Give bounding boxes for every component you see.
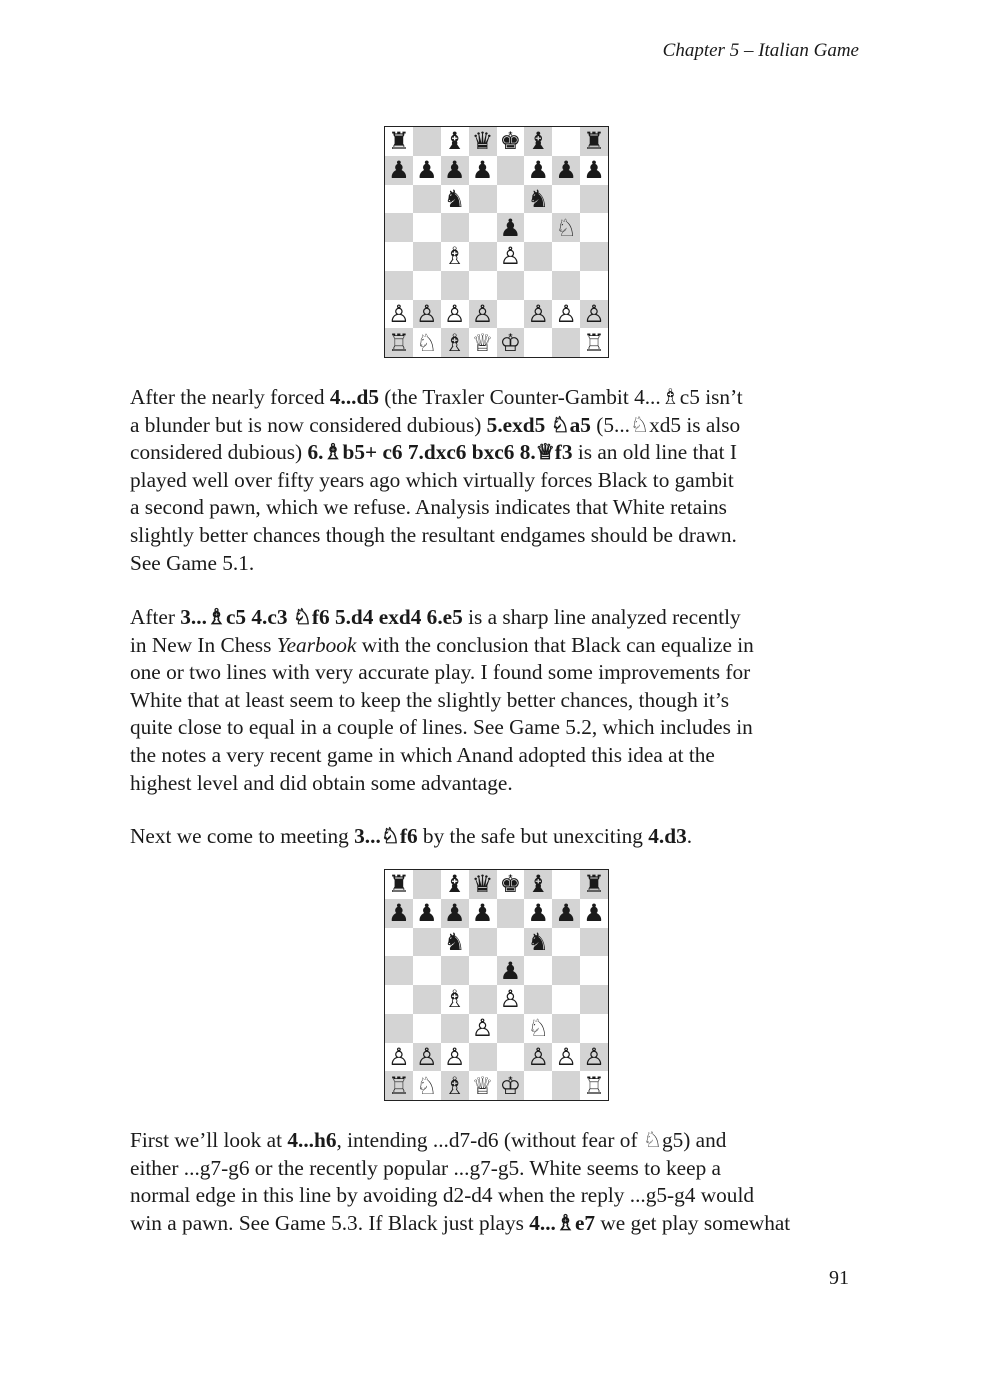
text-run: normal edge in this line by avoiding d2-d4 when the reply ...g5-g4 would — [130, 1183, 755, 1208]
square-e7 — [497, 899, 525, 928]
square-h6 — [580, 185, 608, 214]
text-run: Next we come to meeting — [130, 824, 355, 848]
square-e4: ♙ — [497, 985, 525, 1014]
square-e8: ♚ — [497, 127, 525, 156]
text-run: the notes a very recent game in which Anand adopted this idea at the — [130, 742, 715, 767]
square-c4: ♗ — [441, 242, 469, 271]
text-run: win a pawn. See Game 5.3. If Black just plays — [130, 1210, 530, 1235]
square-e1: ♔ — [497, 1071, 525, 1100]
square-b5 — [413, 956, 441, 985]
square-e3 — [497, 1014, 525, 1043]
square-f7: ♟ — [524, 156, 552, 185]
square-b7: ♟ — [413, 156, 441, 185]
text-run: a blunder but is now considered dubious) — [130, 412, 487, 437]
square-g3 — [552, 271, 580, 300]
square-f6: ♞ — [524, 185, 552, 214]
square-a8: ♜ — [385, 127, 413, 156]
square-e1: ♔ — [497, 328, 525, 357]
square-a4 — [385, 985, 413, 1014]
square-e6 — [497, 928, 525, 957]
square-d3: ♙ — [469, 1014, 497, 1043]
square-c6: ♞ — [441, 928, 469, 957]
square-b8 — [413, 870, 441, 899]
text-run: After the nearly forced — [130, 385, 330, 409]
text-line — [130, 550, 870, 578]
square-h6 — [580, 928, 608, 957]
square-a2: ♙ — [385, 300, 413, 329]
text-line — [130, 1210, 870, 1238]
text-run: (the Traxler Counter-Gambit 4...♗c5 isn’t — [378, 385, 743, 409]
square-d6 — [469, 185, 497, 214]
text-line — [130, 659, 870, 687]
paragraph-h6-line — [130, 1127, 870, 1237]
square-c2: ♙ — [441, 1043, 469, 1072]
square-c6: ♞ — [441, 185, 469, 214]
square-a3 — [385, 271, 413, 300]
square-d4 — [469, 985, 497, 1014]
square-f4 — [524, 985, 552, 1014]
square-c5 — [441, 213, 469, 242]
square-d7: ♟ — [469, 156, 497, 185]
square-b2: ♙ — [413, 1043, 441, 1072]
running-header: Chapter 5 – Italian Game — [662, 40, 859, 61]
square-f2: ♙ — [524, 300, 552, 329]
paragraph-two-knights — [130, 823, 870, 851]
square-c3 — [441, 271, 469, 300]
square-e2 — [497, 300, 525, 329]
square-e7 — [497, 156, 525, 185]
chess-diagram-1 — [384, 126, 609, 358]
square-g5: ♘ — [552, 213, 580, 242]
text-line — [130, 467, 870, 495]
square-e5: ♟ — [497, 213, 525, 242]
square-d5 — [469, 213, 497, 242]
text-line — [130, 1155, 870, 1183]
square-h7: ♟ — [580, 156, 608, 185]
square-h2: ♙ — [580, 300, 608, 329]
text-line — [130, 742, 870, 770]
text-line — [130, 384, 870, 412]
square-a1: ♖ — [385, 1071, 413, 1100]
text-run: After — [130, 605, 181, 629]
text-run: by the safe but unexciting — [417, 824, 649, 848]
text-run: is a sharp line analyzed recently — [462, 605, 741, 629]
square-f3 — [524, 271, 552, 300]
square-a7: ♟ — [385, 156, 413, 185]
square-g7: ♟ — [552, 156, 580, 185]
text-run: slightly better chances though the resultant endgames should be drawn. — [130, 522, 737, 547]
page-number: 91 — [829, 1267, 849, 1289]
square-d8: ♛ — [469, 127, 497, 156]
square-c7: ♟ — [441, 899, 469, 928]
square-e4: ♙ — [497, 242, 525, 271]
square-e8: ♚ — [497, 870, 525, 899]
square-b5 — [413, 213, 441, 242]
text-run: (5...♘xd5 is also — [590, 412, 741, 437]
text-run: . — [686, 824, 693, 848]
move-notation: 5.exd5 ♘a5 — [486, 412, 591, 437]
square-h3 — [580, 1014, 608, 1043]
text-run: quite close to equal in a couple of lines. See Game 5.2, which includes in — [130, 715, 753, 740]
text-run: highest level and did obtain some advantage. — [130, 770, 513, 795]
square-b1: ♘ — [413, 1071, 441, 1100]
square-c5 — [441, 956, 469, 985]
square-f2: ♙ — [524, 1043, 552, 1072]
square-a8: ♜ — [385, 870, 413, 899]
square-g2: ♙ — [552, 300, 580, 329]
square-h1: ♖ — [580, 1071, 608, 1100]
text-line — [130, 494, 870, 522]
square-f4 — [524, 242, 552, 271]
square-c4: ♗ — [441, 985, 469, 1014]
move-notation: 4...d5 — [329, 385, 379, 409]
square-f1 — [524, 328, 552, 357]
square-c2: ♙ — [441, 300, 469, 329]
square-f8: ♝ — [524, 870, 552, 899]
square-d4 — [469, 242, 497, 271]
text-line — [130, 770, 870, 798]
square-h8: ♜ — [580, 127, 608, 156]
square-g8 — [552, 127, 580, 156]
square-a3 — [385, 1014, 413, 1043]
square-f3: ♘ — [524, 1014, 552, 1043]
italic-title: Yearbook — [276, 632, 357, 657]
square-d8: ♛ — [469, 870, 497, 899]
square-g6 — [552, 185, 580, 214]
square-h1: ♖ — [580, 328, 608, 357]
text-run: either ...g7-g6 or the recently popular ...g7-g5. White seems to keep a — [130, 1155, 721, 1180]
text-run: White that at least seem to keep the slightly better chances, though it’s — [130, 687, 730, 712]
text-line — [130, 439, 870, 467]
square-a2: ♙ — [385, 1043, 413, 1072]
text-run: one or two lines with very accurate play. I found some improvements for — [130, 660, 751, 685]
square-b4 — [413, 985, 441, 1014]
square-f6: ♞ — [524, 928, 552, 957]
square-g1 — [552, 1071, 580, 1100]
text-line — [130, 522, 870, 550]
text-run: played well over fifty years ago which virtually forces Black to gambit — [130, 467, 734, 492]
square-d3 — [469, 271, 497, 300]
square-e2 — [497, 1043, 525, 1072]
square-g6 — [552, 928, 580, 957]
text-line — [130, 412, 870, 440]
square-b1: ♘ — [413, 328, 441, 357]
text-run: , intending ...d7-d6 (without fear of ♘g5) and — [336, 1128, 727, 1152]
text-run: in New In Chess — [130, 632, 277, 657]
square-h7: ♟ — [580, 899, 608, 928]
square-f1 — [524, 1071, 552, 1100]
text-run: See Game 5.1. — [130, 550, 255, 575]
text-run: considered dubious) — [130, 440, 308, 465]
square-c8: ♝ — [441, 127, 469, 156]
square-f5 — [524, 956, 552, 985]
text-line — [130, 632, 870, 660]
square-f5 — [524, 213, 552, 242]
square-e3 — [497, 271, 525, 300]
square-f7: ♟ — [524, 899, 552, 928]
square-a4 — [385, 242, 413, 271]
text-line — [130, 1127, 870, 1155]
square-d2 — [469, 1043, 497, 1072]
square-b7: ♟ — [413, 899, 441, 928]
square-h4 — [580, 985, 608, 1014]
square-a1: ♖ — [385, 328, 413, 357]
square-f8: ♝ — [524, 127, 552, 156]
square-b6 — [413, 185, 441, 214]
square-g5 — [552, 956, 580, 985]
square-b3 — [413, 271, 441, 300]
square-g2: ♙ — [552, 1043, 580, 1072]
move-notation: 3...♗c5 4.c3 ♘f6 5.d4 exd4 6.e5 — [180, 605, 463, 629]
square-c7: ♟ — [441, 156, 469, 185]
chess-diagram-2 — [384, 869, 609, 1101]
square-g4 — [552, 985, 580, 1014]
square-b3 — [413, 1014, 441, 1043]
move-notation: 4...♗e7 — [529, 1210, 596, 1235]
text-line — [130, 714, 870, 742]
square-g7: ♟ — [552, 899, 580, 928]
square-e6 — [497, 185, 525, 214]
move-notation: 3...♘f6 — [354, 824, 418, 848]
move-notation: 6.♗b5+ c6 7.dxc6 bxc6 8.♕f3 — [307, 440, 573, 465]
text-run: First we’ll look at — [130, 1128, 288, 1152]
square-a5 — [385, 213, 413, 242]
square-g4 — [552, 242, 580, 271]
square-b6 — [413, 928, 441, 957]
square-a6 — [385, 185, 413, 214]
square-d7: ♟ — [469, 899, 497, 928]
square-b8 — [413, 127, 441, 156]
square-d6 — [469, 928, 497, 957]
square-g8 — [552, 870, 580, 899]
square-b2: ♙ — [413, 300, 441, 329]
square-g3 — [552, 1014, 580, 1043]
move-notation: 4...h6 — [287, 1128, 337, 1152]
paragraph-giuoco-piano — [130, 604, 870, 797]
square-c1: ♗ — [441, 328, 469, 357]
square-d1: ♕ — [469, 328, 497, 357]
text-run: with the conclusion that Black can equalize in — [356, 632, 754, 657]
square-h5 — [580, 213, 608, 242]
text-run: is an old line that I — [572, 440, 737, 465]
move-notation: 4.d3 — [648, 824, 687, 848]
square-a5 — [385, 956, 413, 985]
square-a6 — [385, 928, 413, 957]
square-g1 — [552, 328, 580, 357]
square-c8: ♝ — [441, 870, 469, 899]
text-line — [130, 1182, 870, 1210]
square-d1: ♕ — [469, 1071, 497, 1100]
square-h4 — [580, 242, 608, 271]
square-d2: ♙ — [469, 300, 497, 329]
square-h3 — [580, 271, 608, 300]
square-h2: ♙ — [580, 1043, 608, 1072]
square-c3 — [441, 1014, 469, 1043]
square-d5 — [469, 956, 497, 985]
text-line — [130, 687, 870, 715]
square-b4 — [413, 242, 441, 271]
square-a7: ♟ — [385, 899, 413, 928]
square-c1: ♗ — [441, 1071, 469, 1100]
text-line — [130, 823, 870, 851]
square-e5: ♟ — [497, 956, 525, 985]
text-line — [130, 604, 870, 632]
paragraph-traxler — [130, 384, 870, 577]
text-run: a second pawn, which we refuse. Analysis indicates that White retains — [130, 495, 727, 520]
text-run: we get play somewhat — [595, 1210, 791, 1235]
square-h5 — [580, 956, 608, 985]
square-h8: ♜ — [580, 870, 608, 899]
